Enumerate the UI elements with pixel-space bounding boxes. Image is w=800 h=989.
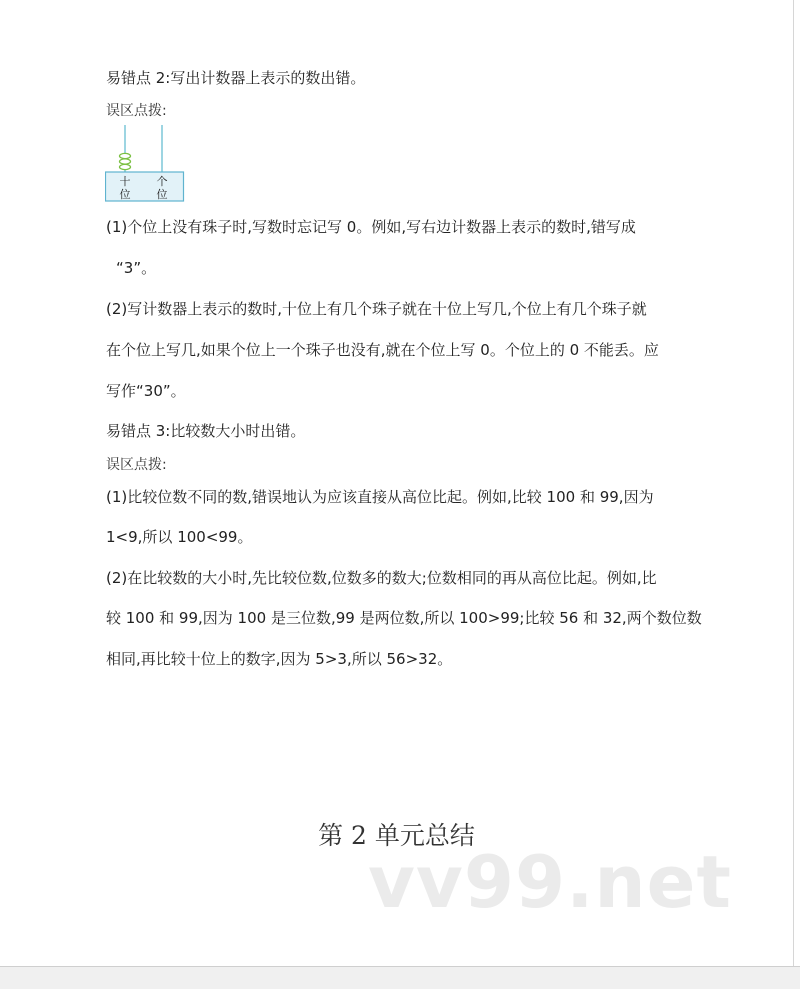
- point3-para2-line1: (2)在比较数的大小时,先比较位数,位数多的数大;位数相同的再从高位比起。例如,比: [106, 569, 657, 587]
- error-point-3-title: 易错点 3:比较数大小时出错。: [106, 422, 306, 440]
- point3-para1-line1: (1)比较位数不同的数,错误地认为应该直接从高位比起。例如,比较 100 和 99,因为: [106, 488, 654, 506]
- error-point-2-title: 易错点 2:写出计数器上表示的数出错。: [106, 69, 366, 87]
- point2-para1-line2: “3”。: [116, 259, 157, 277]
- tens-label-2: 位: [119, 188, 131, 201]
- abacus-base: [106, 172, 184, 201]
- tens-bead: [120, 153, 131, 158]
- tip-label-3: 误区点拨:: [106, 457, 167, 473]
- tens-beads: [120, 153, 131, 169]
- tens-bead: [120, 159, 131, 164]
- point3-para2-line3: 相同,再比较十位上的数字,因为 5>3,所以 56>32。: [106, 650, 453, 668]
- tip-label-2: 误区点拨:: [106, 103, 167, 119]
- ones-label-2: 位: [156, 188, 168, 201]
- point2-para1-line1: (1)个位上没有珠子时,写数时忘记写 0。例如,写右边计数器上表示的数时,错写成: [106, 218, 636, 236]
- point2-para2-line1: (2)写计数器上表示的数时,十位上有几个珠子就在十位上写几,个位上有几个珠子就: [106, 300, 647, 318]
- abacus-diagram: [105, 123, 185, 203]
- watermark: vv99.net: [368, 840, 732, 924]
- unit-summary-title: 第 2 单元总结: [318, 821, 475, 850]
- tens-label-1: 十: [119, 175, 131, 188]
- tens-bead: [120, 164, 131, 169]
- bottom-scroll-bar[interactable]: [0, 966, 800, 989]
- point2-para2-line2: 在个位上写几,如果个位上一个珠子也没有,就在个位上写 0。个位上的 0 不能丢。应: [106, 341, 659, 359]
- point2-para2-line3: 写作“30”。: [106, 382, 186, 400]
- point3-para2-line2: 较 100 和 99,因为 100 是三位数,99 是两位数,所以 100>99;比较 56 和 32,两个数位数: [106, 609, 702, 627]
- point3-para1-line2: 1<9,所以 100<99。: [106, 528, 253, 546]
- ones-label-1: 个: [156, 175, 168, 188]
